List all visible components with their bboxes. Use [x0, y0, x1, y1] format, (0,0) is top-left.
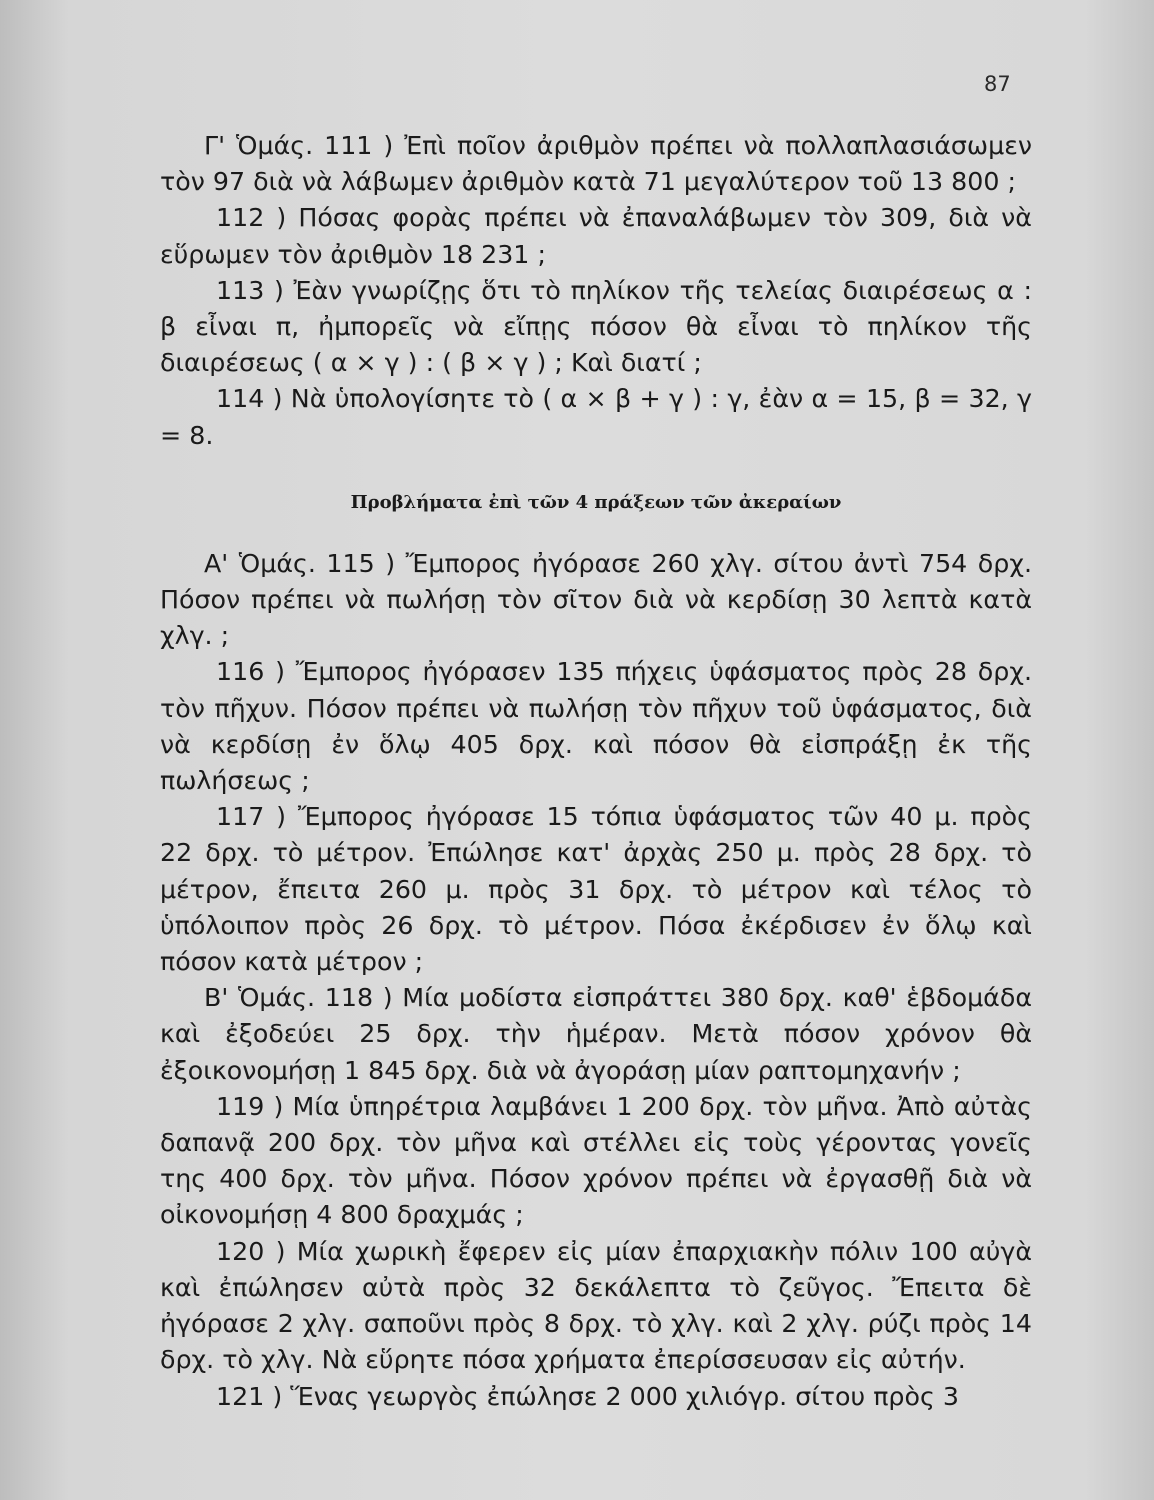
problem-116: 116 ) Ἔμπορος ἠγόρασεν 135 πήχεις ὑφάσματος πρὸς 28 δρχ. τὸν πῆχυν. Πόσον πρέπει νὰ πωλήσῃ τὸν πῆχυν τοῦ ὑφάσματος, διὰ νὰ κερδίσῃ ἐν ὅλῳ 405 δρχ. καὶ πόσον θὰ εἰσπράξῃ ἐκ τῆς πωλήσεως ;	[160, 657, 1032, 796]
problem-114: 114 ) Νὰ ὑπολογίσητε τὸ ( α × β + γ ) : γ, ἐὰν α = 15, β = 32, γ = 8.	[160, 384, 1032, 450]
problem-115: Α' Ὁμάς. 115 ) Ἔμπορος ἠγόρασε 260 χλγ. σίτου ἀντὶ 754 δρχ. Πόσον πρέπει νὰ πωλήσῃ τὸν σῖτον διὰ νὰ κερδίσῃ 30 λεπτὰ κατὰ χλγ. ;	[160, 548, 1032, 651]
problem-112: 112 ) Πόσας φορὰς πρέπει νὰ ἐπαναλάβωμεν τὸν 309, διὰ νὰ εὕρωμεν τὸν ἀριθμὸν 18 231 ;	[160, 203, 1032, 269]
problem-113: 113 ) Ἐὰν γνωρίζῃς ὅτι τὸ πηλίκον τῆς τελείας διαιρέσεως α : β εἶναι π, ἠμπορεῖς νὰ εἴπῃς πόσον θὰ εἶναι τὸ πηλίκον τῆς διαιρέσεως ( α × γ ) : ( β × γ ) ; Καὶ διατί ;	[160, 275, 1032, 378]
problem-117: 117 ) Ἔμπορος ἠγόρασε 15 τόπια ὑφάσματος τῶν 40 μ. πρὸς 22 δρχ. τὸ μέτρον. Ἐπώλησε κατ' ἀρχὰς 250 μ. πρὸς 28 δρχ. τὸ μέτρον, ἔπειτα 260 μ. πρὸς 31 δρχ. τὸ μέτρον καὶ τέλος τὸ ὑπόλοιπον πρὸς 26 δρχ. τὸ μέτρον. Πόσα ἐκέρδισεν ἐν ὅλῳ καὶ πόσον κατὰ μέτρον ;	[160, 802, 1032, 977]
problem-120: 120 ) Μία χωρικὴ ἔφερεν εἰς μίαν ἐπαρχιακὴν πόλιν 100 αὐγὰ καὶ ἐπώλησεν αὐτὰ πρὸς 32 δεκάλεπτα τὸ ζεῦγος. Ἔπειτα δὲ ἠγόρασε 2 χλγ. σαποῦνι πρὸς 8 δρχ. τὸ χλγ. καὶ 2 χλγ. ρύζι πρὸς 14 δρχ. τὸ χλγ. Νὰ εὕρητε πόσα χρήματα ἐπερίσσευσαν εἰς αὐτήν.	[160, 1236, 1032, 1375]
problem-118: Β' Ὁμάς. 118 ) Μία μοδίστα εἰσπράττει 380 δρχ. καθ' ἑβδομάδα καὶ ἐξοδεύει 25 δρχ. τὴν ἡμέραν. Μετὰ πόσον χρόνον θὰ ἐξοικονομήσῃ 1 845 δρχ. διὰ νὰ ἀγοράσῃ μίαν ραπτομηχανήν ;	[160, 983, 1032, 1085]
text-block	[160, 128, 1032, 1415]
problem-111: Γ' Ὁμάς. 111 ) Ἐπὶ ποῖον ἀριθμὸν πρέπει νὰ πολλαπλασιάσωμεν τὸν 97 διὰ νὰ λάβωμεν ἀριθμὸν κατὰ 71 μεγαλύτερον τοῦ 13 800 ;	[160, 131, 1032, 197]
problem-121: 121 ) Ἕνας γεωργὸς ἐπώλησε 2 000 χιλιόγρ. σίτου πρὸς 3	[216, 1381, 959, 1411]
section-title: Προβλήματα ἐπὶ τῶν 4 πράξεων τῶν ἀκεραίων	[350, 491, 842, 513]
problem-119: 119 ) Μία ὑπηρέτρια λαμβάνει 1 200 δρχ. τὸν μῆνα. Ἀπὸ αὐτὰς δαπανᾷ 200 δρχ. τὸν μῆνα καὶ στέλλει εἰς τοὺς γέροντας γονεῖς της 400 δρχ. τὸν μῆνα. Πόσον χρόνον πρέπει νὰ ἐργασθῇ διὰ νὰ οἰκονομήσῃ 4 800 δραχμάς ;	[160, 1091, 1032, 1230]
page-number: 87	[984, 72, 1011, 96]
